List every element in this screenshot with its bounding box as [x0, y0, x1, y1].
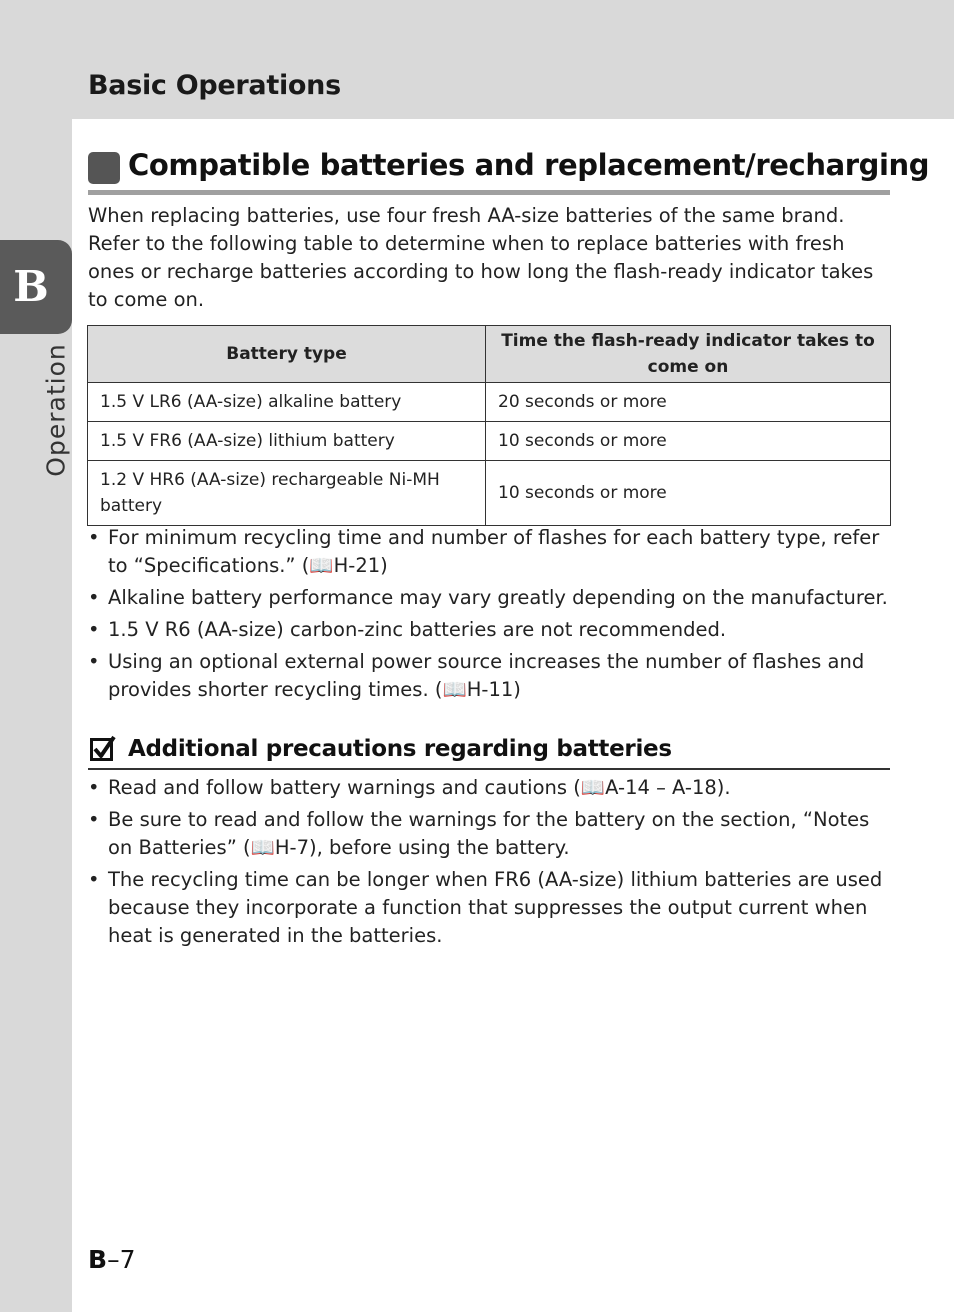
page-title: Compatible batteries and replacement/recharging [128, 148, 930, 182]
list-item: • Be sure to read and follow the warnings for the battery on the section, “Notes on Batteries” (📖H-7), before using the battery. [88, 806, 888, 862]
table-cell: 20 seconds or more [486, 383, 891, 422]
list-item: • For minimum recycling time and number of flashes for each battery type, refer to “Specifications.” (📖H-21) [88, 524, 888, 580]
table-cell: 10 seconds or more [486, 422, 891, 461]
header-band [0, 0, 954, 119]
page-number-suffix: –7 [107, 1245, 136, 1274]
table-cell: 10 seconds or more [486, 461, 891, 526]
precautions-heading: Additional precautions regarding batteries [128, 736, 672, 762]
list-item: • 1.5 V R6 (AA-size) carbon-zinc batteries are not recommended. [88, 616, 888, 644]
page-number [88, 1245, 135, 1274]
page-number-prefix: B [88, 1245, 108, 1274]
precautions-list [88, 774, 888, 954]
list-item: • Using an optional external power source increases the number of flashes and provides shorter recycling times. (📖H-11) [88, 648, 888, 704]
battery-table [87, 325, 891, 526]
checkbox-icon [90, 735, 116, 761]
table-header-row [88, 326, 891, 383]
table-header-cell: Battery type [88, 326, 486, 383]
heading-rule [88, 768, 890, 770]
list-item: • Read and follow battery warnings and cautions (📖A-14 – A-18). [88, 774, 888, 802]
table-cell: 1.5 V LR6 (AA-size) alkaline battery [88, 383, 486, 422]
table-header-cell: Time the flash-ready indicator takes to come on [486, 326, 891, 383]
chapter-label: Operation [41, 343, 71, 477]
table-cell: 1.5 V FR6 (AA-size) lithium battery [88, 422, 486, 461]
square-bullet-icon [88, 152, 120, 184]
list-item: • Alkaline battery performance may vary greatly depending on the manufacturer. [88, 584, 888, 612]
table-row [88, 461, 891, 526]
table-row [88, 422, 891, 461]
table-cell: 1.2 V HR6 (AA-size) rechargeable Ni-MH battery [88, 461, 486, 526]
table-row [88, 383, 891, 422]
chapter-letter: B [13, 262, 49, 311]
notes-list [88, 524, 888, 708]
page-title-block [88, 148, 930, 196]
precautions-heading-block [88, 733, 890, 771]
intro-paragraph: When replacing batteries, use four fresh AA-size batteries of the same brand. Refer to the following table to determine when to replace batteries with fresh ones or recharge batteries according to how long the flash-ready indicator takes to come on. [88, 204, 874, 311]
title-rule [88, 190, 890, 195]
section-header: Basic Operations [88, 70, 341, 101]
list-item: • The recycling time can be longer when FR6 (AA-size) lithium batteries are used because they incorporate a function that suppresses the output current when heat is generated in the batteries. [88, 866, 888, 950]
